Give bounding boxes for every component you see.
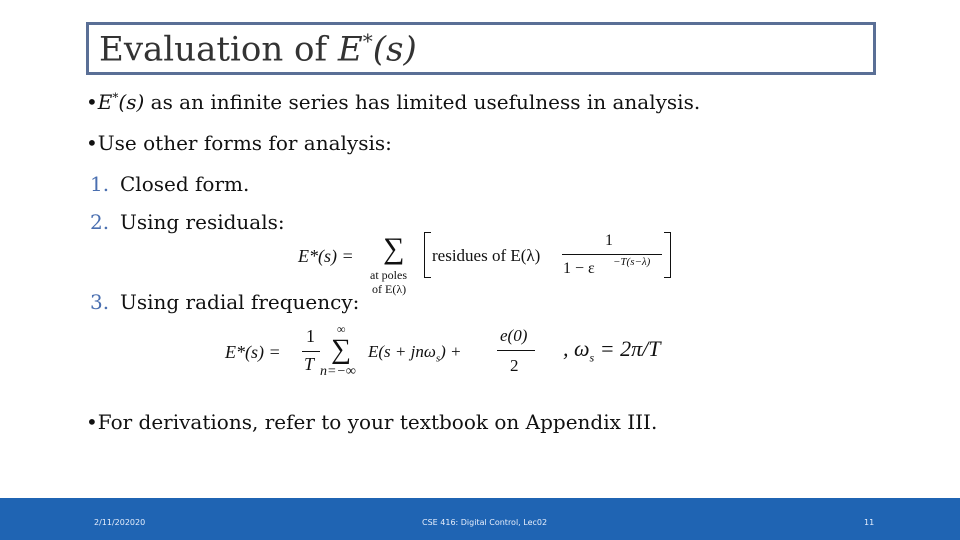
bullet-3: •For derivations, refer to your textbook on Appendix III. bbox=[86, 410, 658, 434]
list-item-3: 3. Using radial frequency: bbox=[90, 290, 360, 314]
bullet-1: •E*(s) as an infinite series has limited usefulness in analysis. bbox=[86, 90, 701, 114]
footer-date: 2/11/202020 bbox=[94, 518, 146, 527]
bullet-2: •Use other forms for analysis: bbox=[86, 131, 392, 155]
list-item-2: 2. Using residuals: bbox=[90, 210, 285, 234]
footer-bar bbox=[0, 498, 960, 540]
footer-page-number: 11 bbox=[864, 518, 875, 527]
list-item-1: 1. Closed form. bbox=[90, 172, 250, 196]
footer-course: CSE 416: Digital Control, Lec02 bbox=[422, 518, 548, 527]
slide-title: Evaluation of E*(s) bbox=[99, 29, 417, 70]
title-box bbox=[86, 22, 876, 75]
